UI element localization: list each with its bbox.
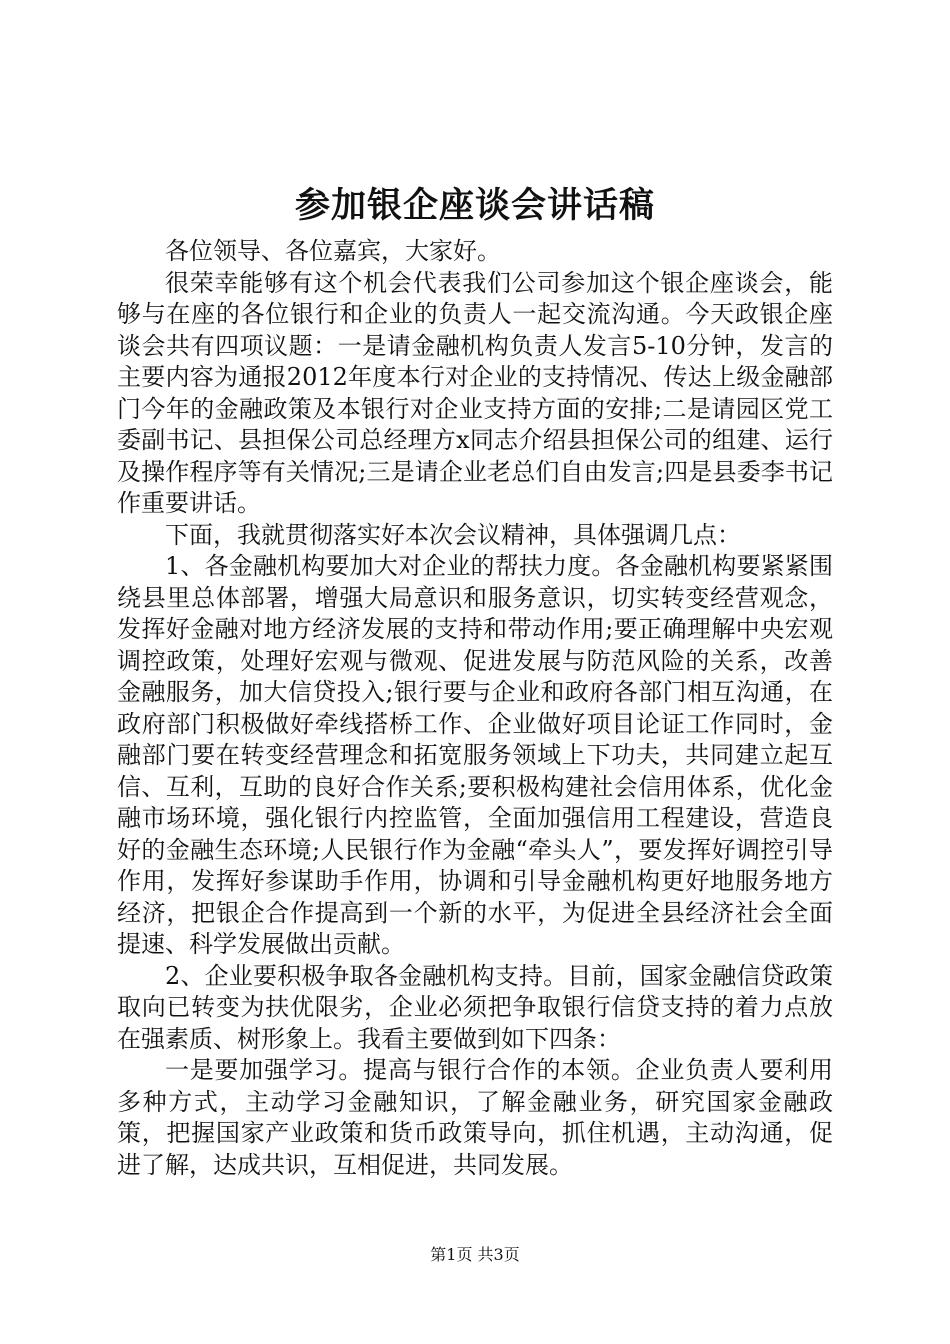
document-body [117,236,833,1181]
paragraph-point-2-item-1: 一是要加强学习。提高与银行合作的本领。企业负责人要利用多种方式，主动学习金融知识，了解金融业务，研究国家金融政策，把握国家产业政策和货币政策导向，抓住机遇，主动沟通，促进了解，达成共识，互相促进，共同发展。 [117,1056,833,1179]
paragraph-intro-points: 下面，我就贯彻落实好本次会议精神，具体强调几点： [165,520,741,549]
paragraph-point-1: 1、各金融机构要加大对企业的帮扶力度。各金融机构要紧紧围绕县里总体部署，增强大局意识和服务意识，切实转变经营观念，发挥好金融对地方经济发展的支持和带动作用;要正确理解中央宏观调控政策，处理好宏观与微观、促进发展与防范风险的关系，改善金融服务，加大信贷投入;银行要与企业和政府各部门相互沟通，在政府部门积极做好牵线搭桥工作、企业做好项目论证工作同时，金融部门要在转变经营理念和拓宽服务领域上下功夫，共同建立起互信、互利，互助的良好合作关系;要积极构建社会信用体系，优化金融市场环境，强化银行内控监管，全面加强信用工程建设，营造良好的金融生态环境;人民银行作为金融“牵头人”，要发挥好调控引导作用，发挥好参谋助手作用，协调和引导金融机构更好地服务地方经济，把银企合作提高到一个新的水平，为促进全县经济社会全面提速、科学发展做出贡献。 [117,552,833,958]
paragraph-agenda: 很荣幸能够有这个机会代表我们公司参加这个银企座谈会，能够与在座的各位银行和企业的负责人一起交流沟通。今天政银企座谈会共有四项议题：一是请金融机构负责人发言5-10分钟，发言的主要内容为通报2012年度本行对企业的支持情况、传达上级金融部门今年的金融政策及本银行对企业支持方面的安排;二是请园区党工委副书记、县担保公司总经理方x同志介绍县担保公司的组建、运行及操作程序等有关情况;三是请企业老总们自由发言;四是县委李书记作重要讲话。 [117,268,833,517]
paragraph-point-2: 2、企业要积极争取各金融机构支持。目前，国家金融信贷政策取向已转变为扶优限劣，企业必须把争取银行信贷支持的着力点放在强素质、树形象上。我看主要做到如下四条： [117,961,833,1053]
document-title: 参加银企座谈会讲话稿 [294,185,655,226]
paragraph-greeting: 各位领导、各位嘉宾，大家好。 [165,237,501,265]
page-footer: 第1页 共3页 [430,1245,520,1264]
